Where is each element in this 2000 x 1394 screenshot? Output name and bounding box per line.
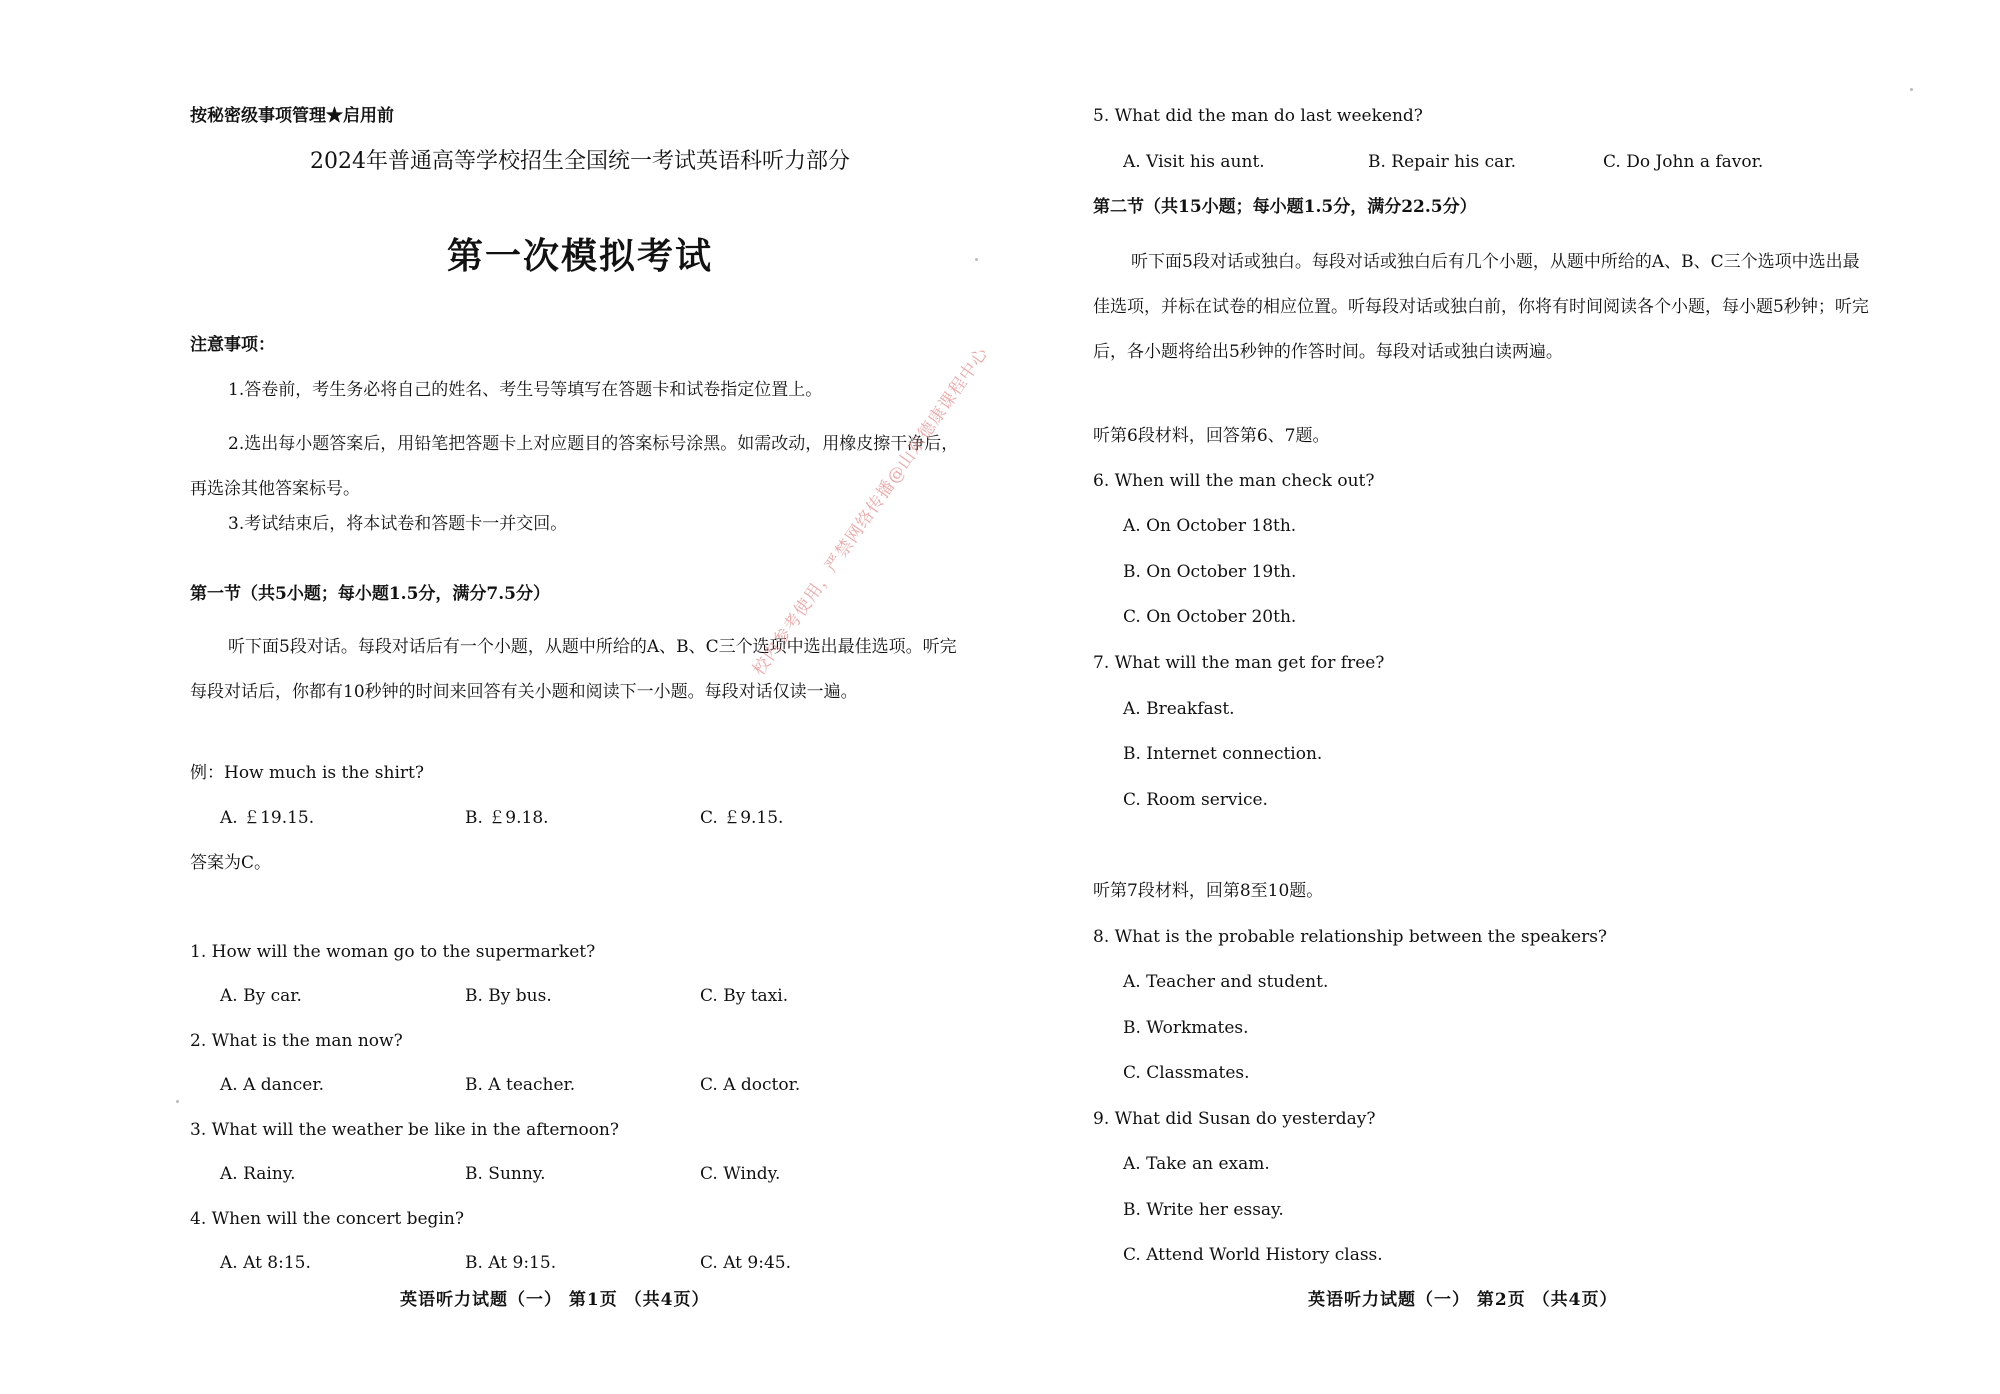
q8-option-a: A. Teacher and student. bbox=[1123, 972, 1329, 992]
q6-option-a: A. On October 18th. bbox=[1123, 516, 1297, 536]
example-option-a: A. ￡19.15. bbox=[220, 808, 315, 828]
example-question: 例：How much is the shirt? bbox=[190, 763, 424, 783]
question-2: 2. What is the man now? bbox=[190, 1031, 403, 1051]
q9-option-a: A. Take an exam. bbox=[1123, 1154, 1270, 1174]
material-6-label: 听第6段材料，回答第6、7题。 bbox=[1093, 426, 1330, 446]
q8-option-c: C. Classmates. bbox=[1123, 1063, 1250, 1083]
q3-option-b: B. Sunny. bbox=[465, 1164, 546, 1184]
notes-heading: 注意事项： bbox=[190, 335, 275, 355]
section1-instructions: 听下面5段对话。每段对话后有一个小题，从题中所给的A、B、C三个选项中选出最佳选项。听完每段对话后，你都有10秒钟的时间来回答有关小题和阅读下一小题。每段对话仅读一遍。 bbox=[190, 637, 957, 702]
q7-option-b: B. Internet connection. bbox=[1123, 744, 1323, 764]
right-page bbox=[1093, 0, 1893, 1394]
question-4: 4. When will the concert begin? bbox=[190, 1209, 464, 1229]
exam-subtitle: 第一次模拟考试 bbox=[446, 235, 713, 277]
q5-option-a: A. Visit his aunt. bbox=[1123, 152, 1265, 172]
q3-option-a: A. Rainy. bbox=[220, 1164, 296, 1184]
q5-option-c: C. Do John a favor. bbox=[1603, 152, 1764, 172]
q4-option-a: A. At 8:15. bbox=[220, 1253, 311, 1273]
q1-option-a: A. By car. bbox=[220, 986, 302, 1006]
left-page bbox=[190, 0, 980, 1394]
q2-option-c: C. A doctor. bbox=[700, 1075, 801, 1095]
example-option-b: B. ￡9.18. bbox=[465, 808, 549, 828]
note-1: 1.答卷前，考生务必将自己的姓名、考生号等填写在答题卡和试卷指定位置上。 bbox=[228, 380, 823, 400]
q2-option-b: B. A teacher. bbox=[465, 1075, 576, 1095]
material-7-label: 听第7段材料，回第8至10题。 bbox=[1093, 881, 1324, 901]
scan-speck bbox=[975, 258, 978, 261]
q4-option-c: C. At 9:45. bbox=[700, 1253, 792, 1273]
section2-heading: 第二节（共15小题；每小题1.5分，满分22.5分） bbox=[1093, 197, 1477, 217]
q6-option-b: B. On October 19th. bbox=[1123, 562, 1297, 582]
exam-title: 2024年普通高等学校招生全国统一考试英语科听力部分 bbox=[310, 149, 850, 174]
q5-option-b: B. Repair his car. bbox=[1368, 152, 1516, 172]
q9-option-c: C. Attend World History class. bbox=[1123, 1245, 1383, 1265]
scan-speck bbox=[1910, 88, 1913, 91]
q8-option-b: B. Workmates. bbox=[1123, 1018, 1249, 1038]
section2-instructions: 听下面5段对话或独白。每段对话或独白后有几个小题，从题中所给的A、B、C三个选项中选出最佳选项，并标在试卷的相应位置。听每段对话或独白前，你将有时间阅读各个小题，每小题5秒钟；听完后，各小题将给出5秒钟的作答时间。每段对话或独白读两遍。 bbox=[1093, 252, 1869, 362]
q1-option-b: B. By bus. bbox=[465, 986, 552, 1006]
right-page-footer: 英语听力试题（一） 第2页 （共4页） bbox=[1308, 1290, 1618, 1310]
note-2: 2.选出每小题答案后，用铅笔把答题卡上对应题目的答案标号涂黑。如需改动，用橡皮擦干净后，再选涂其他答案标号。 bbox=[190, 434, 959, 499]
section1-heading: 第一节（共5小题；每小题1.5分，满分7.5分） bbox=[190, 584, 550, 604]
question-3: 3. What will the weather be like in the afternoon? bbox=[190, 1120, 619, 1140]
q9-option-b: B. Write her essay. bbox=[1123, 1200, 1284, 1220]
q7-option-a: A. Breakfast. bbox=[1123, 699, 1235, 719]
example-answer: 答案为C。 bbox=[190, 853, 272, 873]
note-3: 3.考试结束后，将本试卷和答题卡一并交回。 bbox=[228, 514, 568, 534]
q3-option-c: C. Windy. bbox=[700, 1164, 781, 1184]
question-1: 1. How will the woman go to the supermarket? bbox=[190, 942, 596, 962]
question-9: 9. What did Susan do yesterday? bbox=[1093, 1109, 1376, 1129]
q1-option-c: C. By taxi. bbox=[700, 986, 789, 1006]
example-option-c: C. ￡9.15. bbox=[700, 808, 784, 828]
scan-speck bbox=[176, 1100, 179, 1103]
left-page-footer: 英语听力试题（一） 第1页 （共4页） bbox=[400, 1290, 710, 1310]
question-7: 7. What will the man get for free? bbox=[1093, 653, 1385, 673]
secret-label: 按秘密级事项管理★启用前 bbox=[190, 106, 394, 126]
q2-option-a: A. A dancer. bbox=[220, 1075, 324, 1095]
q7-option-c: C. Room service. bbox=[1123, 790, 1268, 810]
question-8: 8. What is the probable relationship between the speakers? bbox=[1093, 927, 1608, 947]
q6-option-c: C. On October 20th. bbox=[1123, 607, 1297, 627]
question-6: 6. When will the man check out? bbox=[1093, 471, 1375, 491]
question-5: 5. What did the man do last weekend? bbox=[1093, 106, 1423, 126]
watermark: 校内参考使用，严禁网络传播@山东德康课程中心 bbox=[749, 343, 993, 680]
q4-option-b: B. At 9:15. bbox=[465, 1253, 557, 1273]
